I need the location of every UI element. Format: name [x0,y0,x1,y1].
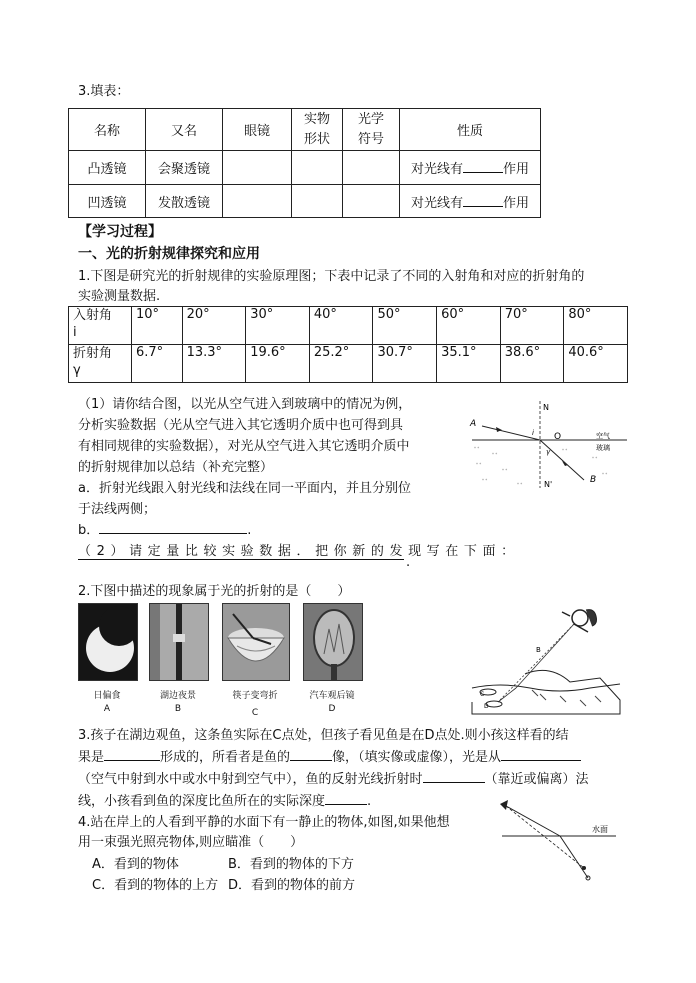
cell-concave-name: 凹透镜 [69,185,146,218]
svg-text:D: D [484,703,489,710]
cell-convex-property: 对光线有 作用 [400,151,541,185]
q1-p1-line: 的折射规律加以总结（补充完整） [78,460,274,475]
option-letter-c: C [251,708,259,718]
answer-line[interactable] [78,559,404,560]
caption-lake: 湖边夜景 [159,691,196,701]
q1-p1-line: （1）请你结合图，以光从空气进入到玻璃中的情况为例， [78,397,412,412]
q2-question: 2.下图中描述的现象属于光的折射的是（ ） [78,584,351,599]
process-subtitle: 一、光的折射规律探究和应用 [78,246,260,262]
label-n-prime: N' [544,480,553,489]
label-gamma: γ [546,448,551,456]
cell-empty [343,185,400,218]
glass-dots [474,446,607,487]
header-alias: 又名 [146,109,223,151]
incidence-value: 60° [437,307,501,345]
svg-text:* *: * * [602,472,608,477]
refraction-value: 19.6° [246,345,310,383]
process-title: 【学习过程】 [78,224,162,240]
photo-chopsticks [222,603,290,681]
svg-text:* *: * * [517,482,523,487]
refraction-label: 折射角 γ [69,345,132,383]
period: . [406,555,411,570]
svg-text:* *: * * [474,446,480,451]
refraction-value: 40.6° [564,345,628,383]
photo-eclipse [78,603,138,681]
cell-concave-property: 对光线有 作用 [400,185,541,218]
refraction-value: 13.3° [182,345,246,383]
refraction-value: 6.7° [132,345,183,383]
incidence-value: 80° [564,307,628,345]
cell-empty [223,151,292,185]
water-label: 水面 [592,825,608,834]
q4-option-d[interactable]: D．看到的物体的前方 [228,878,356,893]
q1-p1-line: 分析实验数据（光从空气进入其它透明介质中也可得到具 [78,418,404,433]
answer-blank[interactable] [501,748,581,761]
incidence-label: 入射角 i [69,307,132,345]
refraction-value: 30.7° [373,345,437,383]
incidence-value: 10° [132,307,183,345]
fill-blank[interactable] [463,194,503,207]
incidence-value: 50° [373,307,437,345]
incidence-value: 20° [182,307,246,345]
refraction-table [68,306,628,383]
cell-convex-alias: 会聚透镜 [146,151,223,185]
label-i: i [532,429,534,437]
incidence-value: 30° [246,307,310,345]
label-n: N [543,403,549,412]
cell-concave-alias: 发散透镜 [146,185,223,218]
q4-option-a[interactable]: A．看到的物体 [92,857,179,872]
svg-text:* *: * * [482,478,488,483]
svg-text:* *: * * [476,462,482,467]
header-glasses: 眼镜 [223,109,292,151]
water-surface-diagram [496,798,620,884]
svg-text:* *: * * [562,448,568,453]
header-shape: 实物 形状 [292,109,343,151]
q3-line1: 3.孩子在湖边观鱼，这条鱼实际在C点处，但孩子看见鱼是在D点处.则小孩这样看的结 [78,728,569,743]
q4-line2: 用一束强光照亮物体,则应瞄准（ ） [78,835,304,850]
label-glass: 玻璃 [596,444,610,452]
fill-blank[interactable] [463,160,503,173]
refraction-value: 35.1° [437,345,501,383]
photo-lake-night [149,603,209,681]
cell-convex-name: 凸透镜 [69,151,146,185]
q4-option-c[interactable]: C．看到的物体的上方 [92,878,219,893]
option-letter-b: B [174,704,182,714]
cell-empty [292,151,343,185]
label-air: 空气 [596,432,610,440]
arrow-icon [562,461,568,466]
photo-mirror [303,603,363,681]
answer-blank[interactable] [104,748,160,761]
incidence-value: 40° [309,307,373,345]
arrow-icon [496,427,502,432]
svg-text:B: B [536,646,541,654]
header-symbol: 光学 符号 [343,109,400,151]
refracted-ray [540,440,584,480]
answer-blank[interactable] [290,748,332,761]
q4-option-b[interactable]: B．看到的物体的下方 [228,857,354,872]
label-a: A [470,419,477,429]
option-letter-a: A [103,704,111,714]
label-b: B [590,475,597,485]
caption-eclipse: 日偏食 [93,691,121,701]
incidence-value: 70° [500,307,564,345]
answer-blank[interactable] [423,770,485,783]
cell-empty [292,185,343,218]
q3-line4: 线，小孩看到鱼的深度比鱼所在的实际深度 . [78,794,372,809]
refraction-value: 38.6° [500,345,564,383]
q1-intro-line2: 实验测量数据. [78,289,161,304]
eye-icon [500,800,508,810]
refraction-diagram [462,398,632,494]
cell-empty [343,151,400,185]
svg-text:* *: * * [492,452,498,457]
svg-text:* *: * * [502,468,508,473]
label-o: O [554,432,562,442]
q1-intro-line1: 1.下图是研究光的折射规律的实验原理图；下表中记录了不同的入射角和对应的折射角的 [78,269,585,284]
header-property: 性质 [400,109,541,151]
q3-line2: 果是 形成的，所看者是鱼的 像，（填实像或虚像），光是从 [78,746,581,765]
lens-table [68,108,541,218]
q1-p1-line: a．折射光线跟入射光线和法线在同一平面内，并且分别位 [78,481,411,496]
section3-title: 3.填表： [78,84,130,99]
q1-b-line: b． . [78,523,252,538]
refraction-value: 25.2° [309,345,373,383]
q1-p1-line: 于法线两侧； [78,502,157,517]
answer-blank[interactable] [325,792,367,805]
cell-empty [223,185,292,218]
q3-line3: （空气中射到水中或水中射到空气中），鱼的反射光线折射时 （靠近或偏离）法 [78,772,589,787]
caption-chopsticks: 筷子变弯折 [232,691,278,701]
q1-p2-text: （2）请定量比较实验数据．把你新的发现写在下面： [78,544,520,559]
q1-p1-line: 有相同规律的实验数据），对光从空气进入其它透明介质中 [78,439,410,454]
answer-blank[interactable] [99,521,247,534]
fish-observation-sketch [470,604,630,718]
q4-line1: 4.站在岸上的人看到平静的水面下有一静止的物体,如图,如果他想 [78,815,450,830]
svg-text:* *: * * [592,456,598,461]
header-name: 名称 [69,109,146,151]
svg-text:C: C [480,691,485,698]
option-letter-d: D [328,704,336,714]
caption-mirror: 汽车观后镜 [309,691,355,701]
